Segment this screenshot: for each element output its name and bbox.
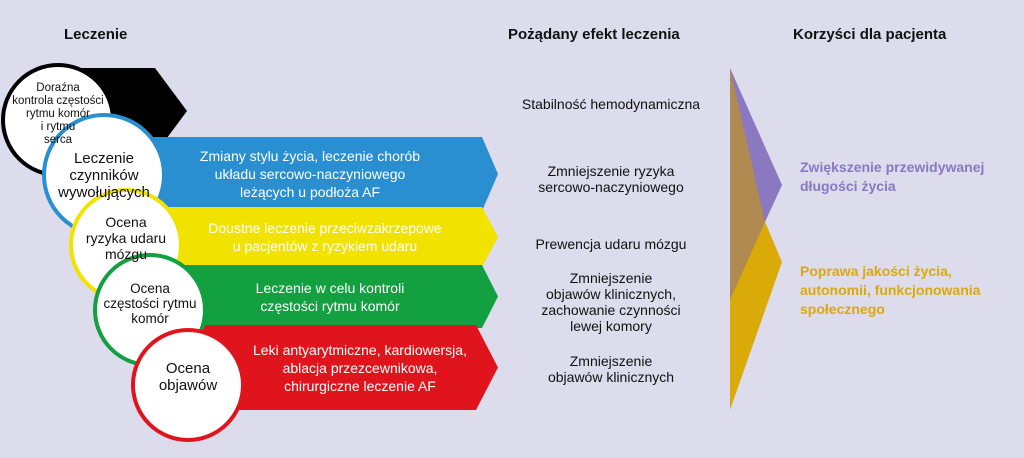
- effect-line: Zmniejszenie ryzyka: [547, 163, 675, 179]
- effect-5: [496, 353, 726, 385]
- benefit-2: [800, 262, 980, 319]
- arrow-text-line: układu sercowo-naczyniowego: [214, 166, 406, 182]
- circle-text-line: mózgu: [104, 246, 148, 262]
- arrow-text-line: chirurgiczne leczenie AF: [284, 377, 436, 394]
- circle-text-step-3: [71, 214, 181, 262]
- circle-text-step-4: [95, 281, 205, 326]
- arrow-text-line: leżących u podłoża AF: [239, 184, 381, 200]
- effect-line: zachowanie czynności: [541, 302, 681, 318]
- arrow-text-step-3: [175, 219, 475, 255]
- effect-line: sercowo-naczyniowego: [538, 179, 684, 195]
- circle-text-line: Leczenie: [73, 150, 135, 167]
- arrow-text-line: Zmiany stylu życia, leczenie chorób: [199, 148, 421, 164]
- arrow-text-line: u pacjentów z ryzykiem udaru: [232, 238, 418, 254]
- circle-text-line: komór: [131, 311, 169, 326]
- benefit-line: długości życia: [800, 178, 896, 194]
- circle-text-line: Ocena: [165, 360, 211, 377]
- benefit-line: autonomii, funkcjonowania: [800, 282, 981, 298]
- circle-text-line: serca: [43, 134, 73, 146]
- circle-text-line: Ocena: [105, 214, 147, 230]
- circle-text-line: objawów: [158, 377, 218, 394]
- arrow-text-step-2: [160, 147, 460, 201]
- circle-text-line: częstości rytmu: [103, 296, 197, 311]
- effect-line: objawów klinicznych: [547, 369, 675, 385]
- effect-header: Pożądany efekt leczenia: [508, 26, 680, 43]
- arrow-text-line: Leki antyarytmiczne, kardiowersja,: [253, 341, 467, 358]
- effect-line: Stabilność hemodynamiczna: [521, 96, 701, 112]
- effect-line: objawów klinicznych,: [546, 286, 676, 302]
- circle-text-line: i rytmu: [40, 121, 76, 133]
- effect-2: [496, 163, 726, 195]
- effect-4: [496, 270, 726, 334]
- benefit-line: Poprawa jakości życia,: [800, 263, 952, 279]
- benefit-header: Korzyści dla pacjenta: [793, 26, 947, 43]
- benefit-1: [800, 158, 984, 196]
- circle-text-line: kontrola częstości: [12, 95, 104, 107]
- arrow-text-line: Doustne leczenie przeciwzakrzepowe: [208, 220, 442, 236]
- treatment-header: Leczenie: [64, 26, 128, 43]
- circle-text-line: Doraźna: [36, 82, 80, 94]
- arrow-text-line: Leczenie w celu kontroli: [255, 279, 405, 296]
- effect-line: Zmniejszenie: [569, 353, 653, 369]
- circle-text-line: Ocena: [130, 281, 170, 296]
- arrow-text-step-4: [190, 279, 470, 315]
- circle-text-line: ryzyka udaru: [85, 230, 167, 246]
- effect-line: Zmniejszenie: [569, 270, 653, 286]
- effect-line: Prewencja udaru mózgu: [535, 236, 687, 252]
- circle-text-line: wywołujących: [58, 184, 150, 201]
- effect-3: [496, 236, 726, 252]
- circle-text-step-1: [3, 82, 113, 147]
- arrow-text-step-5: [235, 341, 485, 395]
- circle-text-step-2: [44, 150, 164, 201]
- arrow-text-line: ablacja przezcewnikowa,: [282, 359, 438, 376]
- circle-text-step-5: [133, 360, 243, 394]
- benefit-line: społecznego: [800, 301, 885, 317]
- effect-line: lewej komory: [570, 318, 652, 334]
- circle-text-line: rytmu komór: [26, 108, 90, 120]
- circle-text-line: czynników: [69, 167, 139, 184]
- effect-1: [496, 96, 726, 112]
- benefit-line: Zwiększenie przewidywanej: [800, 159, 985, 175]
- arrow-text-line: częstości rytmu komór: [260, 297, 400, 314]
